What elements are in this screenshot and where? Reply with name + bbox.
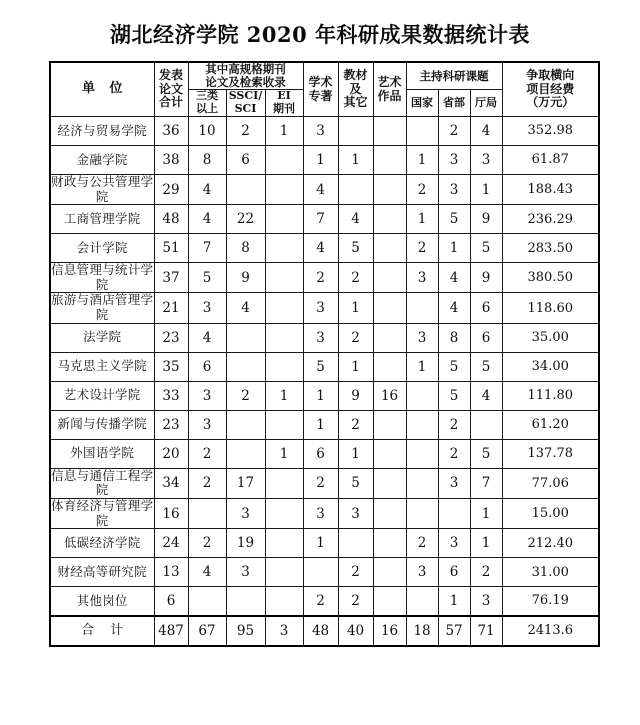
cell-ssci-sci (226, 587, 265, 616)
cell-three-plus: 4 (188, 174, 226, 204)
table-row (50, 352, 599, 381)
cell-unit: 经济与贸易学院 (50, 116, 154, 145)
cell-proj-bureau: 3 (470, 587, 502, 616)
table-header (50, 62, 599, 116)
header-row-1 (50, 62, 599, 89)
table-row (50, 293, 599, 323)
cell-proj-national (406, 410, 438, 439)
cell-monographs: 2 (303, 468, 338, 498)
cell-funding: 137.78 (502, 439, 599, 468)
cell-funding: 283.50 (502, 234, 599, 263)
cell-three-plus: 2 (188, 439, 226, 468)
table-row (50, 529, 599, 558)
header-monographs (303, 62, 338, 116)
table-row (50, 498, 599, 528)
cell-proj-national: 1 (406, 145, 438, 174)
cell-ei (265, 145, 303, 174)
header-monographs-line-2: 专著 (308, 88, 333, 103)
header-artworks-line-1: 艺术 (377, 74, 402, 89)
cell-proj-provincial: 3 (438, 174, 470, 204)
cell-papers-total: 37 (154, 263, 188, 293)
table-row (50, 323, 599, 352)
cell-ei (265, 558, 303, 587)
cell-proj-national: 3 (406, 263, 438, 293)
cell-ei (265, 174, 303, 204)
cell-proj-bureau: 5 (470, 352, 502, 381)
cell-proj-bureau: 1 (470, 529, 502, 558)
cell-textbooks: 1 (338, 439, 373, 468)
cell-proj-bureau: 9 (470, 263, 502, 293)
cell-artworks (373, 174, 406, 204)
cell-three-plus: 7 (188, 234, 226, 263)
header-textbooks-line-2: 及 (349, 81, 362, 96)
cell-funding: 380.50 (502, 263, 599, 293)
cell-unit: 工商管理学院 (50, 205, 154, 234)
cell-proj-bureau: 71 (470, 616, 502, 646)
cell-proj-bureau: 4 (470, 381, 502, 410)
cell-proj-national: 2 (406, 174, 438, 204)
cell-three-plus: 5 (188, 263, 226, 293)
cell-artworks (373, 116, 406, 145)
cell-papers-total: 33 (154, 381, 188, 410)
cell-proj-provincial: 2 (438, 116, 470, 145)
cell-proj-national (406, 468, 438, 498)
table-row (50, 587, 599, 616)
cell-textbooks (338, 116, 373, 145)
table-row (50, 558, 599, 587)
cell-proj-provincial: 5 (438, 381, 470, 410)
cell-ei: 1 (265, 439, 303, 468)
cell-artworks (373, 145, 406, 174)
cell-ei: 1 (265, 116, 303, 145)
cell-monographs: 1 (303, 529, 338, 558)
cell-artworks (373, 410, 406, 439)
cell-ei (265, 263, 303, 293)
cell-ei (265, 410, 303, 439)
header-textbooks (338, 62, 373, 116)
cell-ei (265, 352, 303, 381)
cell-artworks: 16 (373, 381, 406, 410)
cell-monographs: 1 (303, 381, 338, 410)
cell-papers-total: 6 (154, 587, 188, 616)
cell-proj-bureau: 6 (470, 323, 502, 352)
cell-unit: 体育经济与管理学院 (51, 497, 154, 528)
cell-papers-total: 29 (154, 174, 188, 204)
cell-papers-total: 21 (154, 293, 188, 323)
cell-ssci-sci: 3 (226, 498, 265, 528)
cell-ssci-sci: 17 (226, 468, 265, 498)
cell-three-plus (188, 587, 226, 616)
table-row (50, 381, 599, 410)
cell-proj-provincial: 4 (438, 263, 470, 293)
header-textbooks-line-3: 其它 (343, 95, 368, 110)
cell-ssci-sci: 8 (226, 234, 265, 263)
cell-funding: 236.29 (502, 205, 599, 234)
cell-textbooks (338, 174, 373, 204)
cell-proj-national: 2 (406, 529, 438, 558)
cell-three-plus: 3 (188, 293, 226, 323)
cell-monographs: 2 (303, 587, 338, 616)
cell-proj-national (406, 116, 438, 145)
header-funding-line-1: 争取横向 (526, 68, 575, 83)
cell-monographs: 1 (303, 145, 338, 174)
cell-three-plus: 6 (188, 352, 226, 381)
table-row (50, 263, 599, 293)
cell-artworks (373, 468, 406, 498)
cell-ei (265, 498, 303, 528)
cell-ssci-sci: 4 (226, 293, 265, 323)
header-high-level-line-1: 其中高规格期刊 (205, 62, 286, 77)
cell-artworks (373, 234, 406, 263)
cell-proj-bureau: 9 (470, 205, 502, 234)
table-total-row (50, 616, 599, 646)
cell-textbooks: 2 (338, 558, 373, 587)
cell-textbooks: 2 (338, 587, 373, 616)
header-monographs-line-1: 学术 (308, 74, 333, 89)
cell-funding: 118.60 (502, 293, 599, 323)
cell-ei (265, 587, 303, 616)
header-proj-bureau: 厅局 (470, 89, 502, 116)
cell-artworks: 16 (373, 616, 406, 646)
cell-monographs: 3 (303, 323, 338, 352)
cell-proj-national: 1 (406, 352, 438, 381)
cell-ei: 3 (265, 616, 303, 646)
cell-artworks (373, 323, 406, 352)
cell-papers-total: 23 (154, 410, 188, 439)
cell-proj-provincial: 2 (438, 410, 470, 439)
cell-proj-bureau: 6 (470, 293, 502, 323)
cell-textbooks: 4 (338, 205, 373, 234)
cell-monographs: 5 (303, 352, 338, 381)
table-row (50, 234, 599, 263)
cell-papers-total: 51 (154, 234, 188, 263)
cell-monographs: 3 (303, 116, 338, 145)
cell-monographs: 1 (303, 410, 338, 439)
header-proj-national: 国家 (406, 89, 438, 116)
header-ssci-sci-line-2: SCI (234, 101, 257, 115)
header-papers-total-line-2: 论文 (158, 81, 183, 96)
cell-proj-provincial: 2 (438, 439, 470, 468)
cell-unit: 会计学院 (50, 234, 154, 263)
cell-ssci-sci (226, 410, 265, 439)
cell-textbooks: 3 (338, 498, 373, 528)
table-row (50, 145, 599, 174)
cell-three-plus: 8 (188, 145, 226, 174)
cell-artworks (373, 587, 406, 616)
cell-ssci-sci: 2 (226, 381, 265, 410)
cell-proj-provincial: 8 (438, 323, 470, 352)
cell-proj-bureau: 5 (470, 234, 502, 263)
cell-artworks (373, 293, 406, 323)
cell-textbooks: 1 (338, 145, 373, 174)
header-high-level-line-2: 论文及检索收录 (205, 75, 286, 90)
table-body (50, 116, 599, 645)
cell-textbooks: 2 (338, 263, 373, 293)
cell-textbooks: 2 (338, 323, 373, 352)
cell-funding: 188.43 (502, 174, 599, 204)
cell-ei (265, 205, 303, 234)
cell-unit: 马克思主义学院 (50, 352, 154, 381)
cell-papers-total: 13 (154, 558, 188, 587)
cell-proj-bureau: 3 (470, 145, 502, 174)
cell-funding: 61.87 (502, 145, 599, 174)
cell-proj-bureau: 4 (470, 116, 502, 145)
cell-proj-national (406, 293, 438, 323)
cell-ssci-sci: 19 (226, 529, 265, 558)
cell-proj-national: 1 (406, 205, 438, 234)
cell-unit: 合 计 (50, 616, 154, 646)
cell-unit: 信息与通信工程学院 (51, 467, 154, 498)
cell-proj-national: 3 (406, 323, 438, 352)
cell-proj-provincial: 5 (438, 205, 470, 234)
cell-monographs: 6 (303, 439, 338, 468)
header-ei-line-2: 期刊 (273, 101, 296, 115)
cell-ssci-sci: 9 (226, 263, 265, 293)
cell-artworks (373, 498, 406, 528)
cell-papers-total: 20 (154, 439, 188, 468)
cell-textbooks: 5 (338, 234, 373, 263)
cell-funding: 77.06 (502, 468, 599, 498)
cell-ssci-sci (226, 352, 265, 381)
cell-proj-provincial: 1 (438, 234, 470, 263)
cell-textbooks: 9 (338, 381, 373, 410)
cell-proj-national (406, 439, 438, 468)
cell-unit: 旅游与酒店管理学院 (51, 292, 154, 322)
cell-proj-national (406, 498, 438, 528)
cell-monographs: 4 (303, 174, 338, 204)
cell-ssci-sci: 6 (226, 145, 265, 174)
cell-funding: 61.20 (502, 410, 599, 439)
cell-artworks (373, 439, 406, 468)
cell-proj-provincial: 3 (438, 529, 470, 558)
table-row (50, 410, 599, 439)
cell-proj-bureau: 5 (470, 439, 502, 468)
cell-proj-bureau (470, 410, 502, 439)
cell-proj-national (406, 587, 438, 616)
cell-artworks (373, 263, 406, 293)
cell-ei (265, 323, 303, 352)
cell-monographs: 4 (303, 234, 338, 263)
cell-funding: 2413.6 (502, 616, 599, 646)
cell-ssci-sci: 95 (226, 616, 265, 646)
cell-funding: 212.40 (502, 529, 599, 558)
cell-monographs (303, 558, 338, 587)
cell-proj-provincial: 6 (438, 558, 470, 587)
header-artworks-line-2: 作品 (377, 88, 402, 103)
cell-papers-total: 48 (154, 205, 188, 234)
cell-three-plus: 3 (188, 381, 226, 410)
header-funding (502, 62, 599, 116)
research-output-table (49, 61, 600, 646)
cell-artworks (373, 205, 406, 234)
cell-proj-bureau: 7 (470, 468, 502, 498)
cell-textbooks: 2 (338, 410, 373, 439)
cell-proj-bureau: 1 (470, 174, 502, 204)
cell-three-plus: 2 (188, 468, 226, 498)
table-row (50, 174, 599, 204)
cell-proj-national: 3 (406, 558, 438, 587)
cell-three-plus: 67 (188, 616, 226, 646)
cell-ssci-sci: 3 (226, 558, 265, 587)
cell-proj-national: 18 (406, 616, 438, 646)
header-three-plus-line-2: 以上 (196, 101, 218, 115)
header-papers-total (154, 62, 188, 116)
cell-unit: 财经高等研究院 (50, 558, 154, 587)
cell-proj-national (406, 381, 438, 410)
table-row (50, 468, 599, 498)
cell-unit: 金融学院 (50, 145, 154, 174)
cell-papers-total: 24 (154, 529, 188, 558)
cell-artworks (373, 558, 406, 587)
cell-unit: 低碳经济学院 (50, 529, 154, 558)
cell-funding: 35.00 (502, 323, 599, 352)
header-ei-line-1: EI (277, 89, 291, 103)
table-row (50, 116, 599, 145)
cell-textbooks: 1 (338, 293, 373, 323)
cell-monographs: 48 (303, 616, 338, 646)
cell-three-plus: 4 (188, 323, 226, 352)
cell-monographs: 7 (303, 205, 338, 234)
cell-ei (265, 234, 303, 263)
cell-funding: 76.19 (502, 587, 599, 616)
cell-ssci-sci (226, 323, 265, 352)
cell-proj-provincial: 1 (438, 587, 470, 616)
cell-funding: 34.00 (502, 352, 599, 381)
cell-unit: 法学院 (50, 323, 154, 352)
cell-monographs: 3 (303, 498, 338, 528)
cell-proj-bureau: 1 (470, 498, 502, 528)
header-papers-total-line-1: 发表 (158, 68, 183, 83)
cell-three-plus (188, 498, 226, 528)
cell-three-plus: 4 (188, 558, 226, 587)
cell-proj-provincial: 4 (438, 293, 470, 323)
cell-artworks (373, 529, 406, 558)
cell-proj-provincial: 5 (438, 352, 470, 381)
header-funding-line-2: 项目经费 (526, 81, 575, 96)
cell-proj-national: 2 (406, 234, 438, 263)
cell-textbooks: 40 (338, 616, 373, 646)
cell-three-plus: 3 (188, 410, 226, 439)
cell-ei (265, 468, 303, 498)
cell-ei (265, 293, 303, 323)
cell-ssci-sci: 2 (226, 116, 265, 145)
header-ei (265, 89, 303, 116)
cell-monographs: 2 (303, 263, 338, 293)
cell-proj-provincial: 3 (438, 145, 470, 174)
cell-textbooks: 5 (338, 468, 373, 498)
header-artworks (373, 62, 406, 116)
table-row (50, 439, 599, 468)
header-papers-total-line-3: 合计 (158, 95, 183, 110)
cell-proj-provincial: 3 (438, 468, 470, 498)
cell-three-plus: 10 (188, 116, 226, 145)
header-funding-line-3: （万元） (526, 95, 575, 110)
header-textbooks-line-1: 教材 (343, 68, 368, 83)
table-container (0, 61, 640, 646)
cell-unit: 艺术设计学院 (50, 381, 154, 410)
cell-papers-total: 38 (154, 145, 188, 174)
cell-funding: 352.98 (502, 116, 599, 145)
cell-unit: 外国语学院 (50, 439, 154, 468)
cell-funding: 111.80 (502, 381, 599, 410)
cell-funding: 15.00 (502, 498, 599, 528)
cell-artworks (373, 352, 406, 381)
cell-papers-total: 36 (154, 116, 188, 145)
cell-funding: 31.00 (502, 558, 599, 587)
cell-unit: 信息管理与统计学院 (51, 262, 154, 292)
cell-three-plus: 4 (188, 205, 226, 234)
cell-ei: 1 (265, 381, 303, 410)
cell-proj-provincial (438, 498, 470, 528)
cell-ssci-sci (226, 439, 265, 468)
header-three-plus-line-1: 三类 (196, 89, 218, 103)
cell-proj-bureau: 2 (470, 558, 502, 587)
cell-ei (265, 529, 303, 558)
header-ssci-sci-line-1: SSCI/ (228, 88, 263, 102)
cell-papers-total: 23 (154, 323, 188, 352)
header-unit: 单 位 (50, 62, 154, 116)
cell-unit: 财政与公共管理学院 (51, 173, 154, 204)
cell-monographs: 3 (303, 293, 338, 323)
cell-textbooks (338, 529, 373, 558)
cell-three-plus: 2 (188, 529, 226, 558)
cell-ssci-sci (226, 174, 265, 204)
cell-textbooks: 1 (338, 352, 373, 381)
cell-papers-total: 35 (154, 352, 188, 381)
cell-proj-provincial: 57 (438, 616, 470, 646)
cell-papers-total: 34 (154, 468, 188, 498)
header-high-level-group (188, 62, 303, 89)
header-proj-provincial: 省部 (438, 89, 470, 116)
header-three-plus (188, 89, 226, 116)
cell-papers-total: 487 (154, 616, 188, 646)
cell-papers-total: 16 (154, 498, 188, 528)
cell-unit: 其他岗位 (50, 587, 154, 616)
cell-unit: 新闻与传播学院 (50, 410, 154, 439)
page-title: 湖北经济学院 2020 年科研成果数据统计表 (109, 22, 531, 47)
header-projects-group: 主持科研课题 (406, 62, 502, 89)
table-row (50, 205, 599, 234)
header-ssci-sci (226, 89, 265, 116)
cell-ssci-sci: 22 (226, 205, 265, 234)
